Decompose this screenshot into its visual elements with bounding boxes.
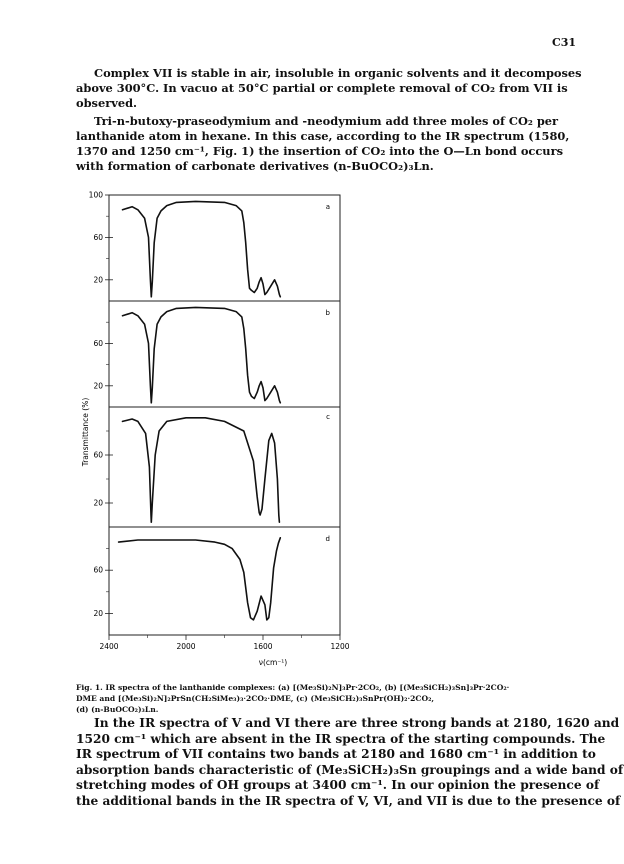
page-number: C31	[551, 36, 576, 49]
spectrum-line-b	[123, 307, 281, 402]
paragraph-1-line: observed.	[76, 96, 138, 110]
paragraph-3-line: In the IR spectra of V and VI there are three strong bands at 2180, 1620 and	[94, 716, 620, 730]
spectrum-line-d	[119, 538, 281, 620]
y-tick-label: 60	[93, 450, 103, 460]
y-tick-label: 100	[88, 190, 103, 200]
y-tick-label: 20	[93, 275, 103, 285]
paragraph-3-line: stretching modes of OH groups at 3400 cm⁻¹. In our opinion the presence of	[76, 778, 600, 792]
panel-label: c	[326, 413, 330, 421]
x-tick-label: 1600	[253, 642, 273, 651]
panel-label: b	[325, 309, 330, 317]
caption-line: (d) (n-BuOCO₂)₃Ln.	[76, 705, 159, 714]
spectrum-line-c	[123, 418, 280, 522]
paragraph-2-line: lanthanide atom in hexane. In this case, according to the IR spectrum (1580,	[76, 129, 570, 143]
paragraph-2	[76, 114, 570, 174]
paragraph-2-line: with formation of carbonate derivatives (n-BuOCO₂)₃Ln.	[76, 159, 434, 173]
plot-frame	[109, 195, 340, 635]
ir-spectra-chart	[76, 185, 366, 670]
y-tick-label: 60	[93, 338, 103, 348]
paragraph-3	[76, 716, 624, 809]
caption-line: DME and [(Me₃Si)₂N]₂PrSn(CH₂SiMe₃)₃·2CO₂·DME, (c) (Me₃SiCH₂)₃SnPr(OH)₂·2CO₂,	[76, 694, 435, 703]
paragraph-1-line: Complex VII is stable in air, insoluble in organic solvents and it decomposes	[94, 66, 582, 80]
x-tick-label: 2400	[99, 642, 119, 651]
paragraph-3-line: absorption bands characteristic of (Me₃SiCH₂)₃Sn groupings and a wide band of	[76, 762, 624, 777]
paragraph-3-line: 1520 cm⁻¹ which are absent in the IR spectra of the starting compounds. The	[76, 731, 606, 746]
x-tick-label: 1200	[330, 642, 350, 651]
panel-label: a	[325, 203, 330, 211]
x-axis-label: ν(cm⁻¹)	[258, 658, 288, 667]
spectrum-line-a	[123, 201, 281, 296]
ir-spectra-figure	[76, 185, 366, 675]
figure-caption	[76, 682, 546, 715]
y-tick-label: 20	[93, 608, 103, 618]
paragraph-1	[76, 66, 582, 111]
x-tick-label: 2000	[176, 642, 196, 651]
y-tick-label: 60	[93, 565, 103, 575]
y-tick-label: 20	[93, 381, 103, 391]
caption-line: Fig. 1. IR spectra of the lanthanide complexes: (a) [(Me₃Si)₂N]₃Pr·2CO₂, (b) [(Me₃SiCH₂)₃Sn]₃Pr·2CO₂·	[76, 683, 510, 692]
paragraph-3-line: the additional bands in the IR spectra of V, VI, and VII is due to the presence of	[76, 793, 621, 808]
paragraph-2-line: 1370 and 1250 cm⁻¹, Fig. 1) the insertion of CO₂ into the O—Ln bond occurs	[76, 144, 563, 158]
panel-label: d	[325, 535, 330, 543]
paragraph-2-line: Tri-n-butoxy-praseodymium and -neodymium add three moles of CO₂ per	[94, 114, 559, 128]
y-tick-label: 60	[93, 232, 103, 242]
y-tick-label: 20	[93, 498, 103, 508]
y-axis-label: Transmittance (%)	[81, 397, 90, 467]
paragraph-1-line: above 300°C. In vacuo at 50°C partial or complete removal of CO₂ from VII is	[76, 81, 568, 95]
paragraph-3-line: IR spectrum of VII contains two bands at 2180 and 1680 cm⁻¹ in addition to	[76, 747, 596, 761]
